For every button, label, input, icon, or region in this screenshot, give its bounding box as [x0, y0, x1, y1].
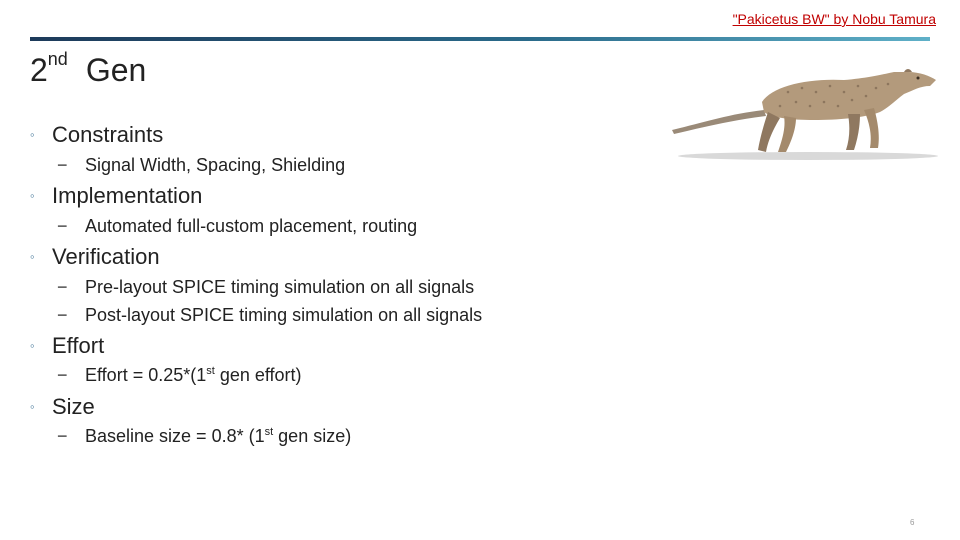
bullet-size — [30, 394, 95, 420]
bullet-heading: Implementation — [52, 183, 203, 208]
bullet-marker-icon: ◦ — [30, 399, 35, 414]
bullet-heading: Constraints — [52, 122, 164, 147]
title-number: 2 — [30, 52, 48, 88]
bullet-effort — [30, 333, 104, 359]
sub-bullet — [57, 426, 351, 447]
bullet-heading: Verification — [52, 244, 160, 269]
dash-marker-icon: − — [57, 305, 68, 325]
sub-bullet — [57, 277, 474, 298]
sub-bullet — [57, 155, 345, 176]
page-number: 6 — [910, 518, 915, 527]
bullet-implementation — [30, 183, 202, 209]
dash-marker-icon: − — [57, 277, 68, 297]
bullet-constraints — [30, 122, 163, 148]
sub-bullet-text: Signal Width, Spacing, Shielding — [85, 155, 346, 175]
bullet-marker-icon: ◦ — [30, 338, 35, 353]
title-superscript: nd — [47, 49, 68, 70]
slide-title — [30, 49, 147, 89]
sub-bullet-text: Baseline size = 0.8* (1st gen size) — [85, 426, 352, 446]
bullet-marker-icon: ◦ — [30, 127, 35, 142]
sub-bullet — [57, 305, 482, 326]
pakicetus-illustration — [668, 62, 940, 182]
sub-bullet-text: Post-layout SPICE timing simulation on all signals — [85, 305, 483, 325]
bullet-verification — [30, 244, 160, 270]
image-attribution-link[interactable]: "Pakicetus BW" by Nobu Tamura — [732, 11, 936, 27]
dash-marker-icon: − — [57, 155, 68, 175]
bullet-heading: Size — [52, 394, 95, 419]
sub-bullet-text: Effort = 0.25*(1st gen effort) — [85, 365, 302, 385]
sub-bullet-text: Pre-layout SPICE timing simulation on all signals — [85, 277, 475, 297]
dash-marker-icon: − — [57, 365, 68, 385]
sub-bullet — [57, 216, 417, 237]
bullet-marker-icon: ◦ — [30, 188, 35, 203]
dash-marker-icon: − — [57, 426, 68, 446]
sub-bullet — [57, 365, 302, 386]
sub-bullet-text: Automated full-custom placement, routing — [85, 216, 418, 236]
dash-marker-icon: − — [57, 216, 68, 236]
title-rule — [30, 37, 930, 41]
title-text: Gen — [85, 52, 147, 88]
bullet-heading: Effort — [52, 333, 105, 358]
bullet-marker-icon: ◦ — [30, 249, 35, 264]
